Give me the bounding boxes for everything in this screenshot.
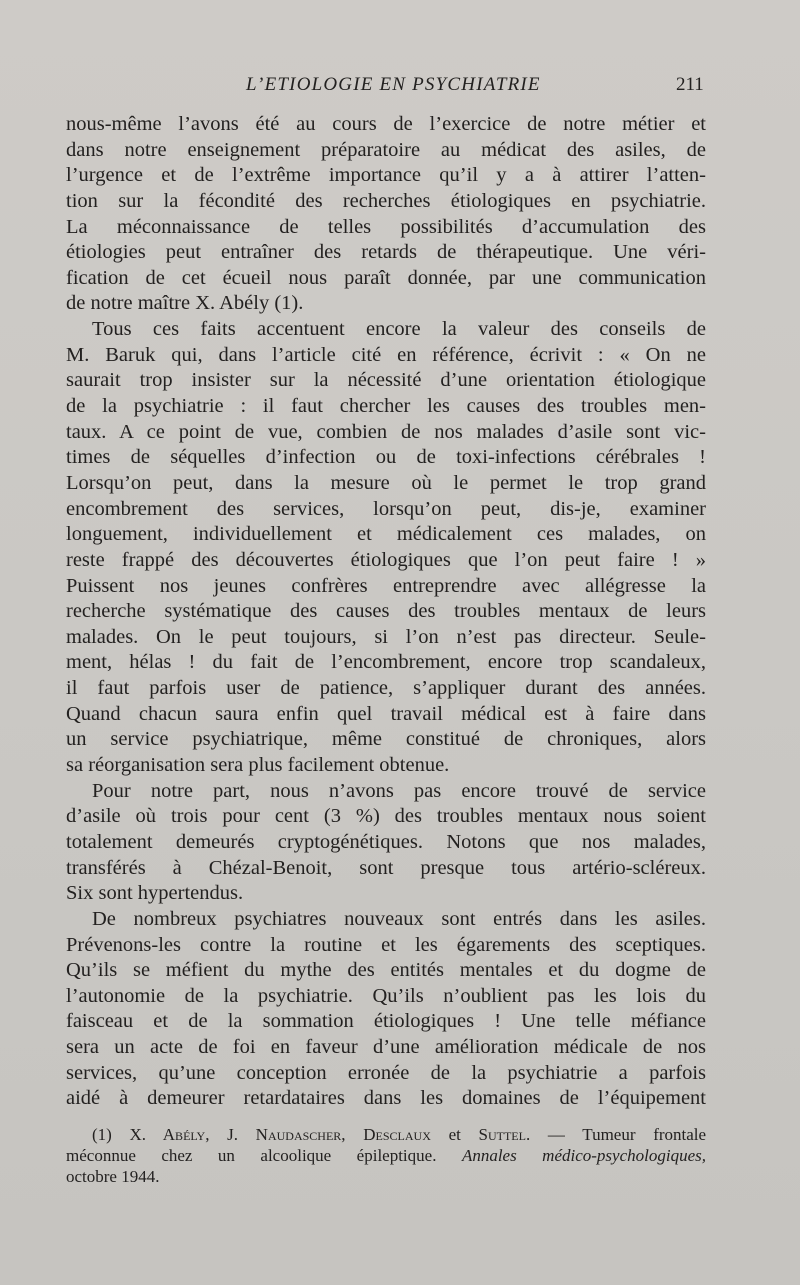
text-line: malades. On le peut toujours, si l’on n’est pas directeur. Seule- — [66, 625, 706, 648]
footnote-conjunction: et — [448, 1125, 461, 1144]
paragraph-end-line: sa réorganisation sera plus facilement obtenue. — [66, 754, 450, 777]
page-number: 211 — [676, 74, 704, 95]
footnote-date: octobre 1944. — [66, 1167, 160, 1186]
text-line: encombrement des services, lorsqu’on peut, dis-je, examiner — [66, 497, 706, 520]
footnote-title: Tumeur frontale — [582, 1125, 707, 1144]
text-line: saurait trop insister sur la nécessité d’une orientation étiologique — [66, 369, 706, 392]
text-line: aidé à demeurer retardataires dans les domaines de l’équipement — [66, 1087, 706, 1110]
text-line: totalement demeurés cryptogénétiques. Notons que nos malades, — [66, 830, 706, 853]
paragraph-first-line: De nombreux psychiatres nouveaux sont entrés dans les asiles. — [92, 907, 706, 930]
text-line: Qu’ils se méfient du mythe des entités mentales et du dogme de — [66, 959, 706, 982]
text-line: sera un acte de foi en faveur d’une amélioration médicale de nos — [66, 1036, 706, 1059]
text-line: services, qu’une conception erronée de la psychiatrie a parfois — [66, 1061, 706, 1084]
text-line: Lorsqu’on peut, dans la mesure où le permet le trop grand — [66, 471, 706, 494]
text-line: reste frappé des découvertes étiologiques que l’on peut faire ! » — [66, 548, 706, 571]
footnote-line — [66, 1124, 706, 1145]
text-line: il faut parfois user de patience, s’appliquer durant des années. — [66, 677, 706, 700]
text-line: ment, hélas ! du fait de l’encombrement, encore trop scandaleux, — [66, 651, 706, 674]
paragraph-first-line: Pour notre part, nous n’avons pas encore trouvé de service — [92, 779, 706, 802]
text-line: de la psychiatrie : il faut chercher les causes des troubles men- — [66, 395, 706, 418]
text-line: Prévenons-les contre la routine et les égarements des sceptiques. — [66, 933, 706, 956]
text-line: l’autonomie de la psychiatrie. Qu’ils n’oublient pas les lois du — [66, 984, 706, 1007]
text-line: dans notre enseignement préparatoire au médicat des asiles, de — [66, 138, 706, 161]
text-line: nous-même l’avons été au cours de l’exercice de notre métier et — [66, 113, 706, 135]
text-line: taux. A ce point de vue, combien de nos malades d’asile sont vic- — [66, 420, 706, 443]
paragraph-first-line: Tous ces faits accentuent encore la valeur des conseils de — [92, 318, 706, 341]
footnote-author: Desclaux — [363, 1125, 431, 1144]
footnote-author: J. Naudascher, — [227, 1125, 346, 1144]
footnote-author: X. Abély, — [129, 1125, 210, 1144]
text-line: transférés à Chézal-Benoit, sont presque tous artério-scléreux. — [66, 856, 706, 879]
footnote-line — [66, 1145, 706, 1166]
text-line: d’asile où trois pour cent (3 %) des troubles mentaux nous soient — [66, 805, 706, 828]
paragraph-end-line: de notre maître X. Abély (1). — [66, 292, 304, 315]
footnote-line — [66, 1166, 706, 1187]
footnote-title-continued: méconnue chez un alcoolique épileptique. — [66, 1146, 437, 1165]
footnote-dash: — — [547, 1125, 565, 1144]
footnote-marker: (1) — [92, 1125, 112, 1144]
footnote — [66, 1124, 706, 1187]
text-line: recherche systématique des causes des troubles mentaux de leurs — [66, 600, 706, 623]
body-text — [66, 112, 706, 1112]
text-line: faisceau et de la sommation étiologiques ! Une telle méfiance — [66, 1010, 706, 1033]
paragraph-end-line: Six sont hypertendus. — [66, 882, 244, 905]
footnote-journal: Annales médico-psychologiques, — [461, 1146, 706, 1165]
text-line: fication de cet écueil nous paraît donnée, par une communication — [66, 266, 706, 289]
footnote-author: Suttel. — [478, 1125, 531, 1144]
text-line: times de séquelles d’infection ou de toxi-infections cérébrales ! — [66, 446, 706, 469]
text-line: La méconnaissance de telles possibilités d’accumulation des — [66, 215, 706, 238]
text-line: tion sur la fécondité des recherches étiologiques en psychiatrie. — [66, 189, 706, 212]
text-line: étiologies peut entraîner des retards de thérapeutique. Une véri- — [66, 241, 706, 264]
text-line: un service psychiatrique, même constitué de chroniques, alors — [66, 728, 706, 751]
text-line: Quand chacun saura enfin quel travail médical est à faire dans — [66, 702, 706, 725]
text-line: longuement, individuellement et médicalement ces malades, on — [66, 523, 706, 546]
text-line: l’urgence et de l’extrême importance qu’il y a à attirer l’atten- — [66, 164, 706, 187]
text-line: Puissent nos jeunes confrères entreprendre avec allégresse la — [66, 574, 706, 597]
running-title: L’ETIOLOGIE EN PSYCHIATRIE — [246, 74, 541, 95]
running-head — [0, 74, 800, 102]
text-line: M. Baruk qui, dans l’article cité en référence, écrivit : « On ne — [66, 343, 706, 366]
